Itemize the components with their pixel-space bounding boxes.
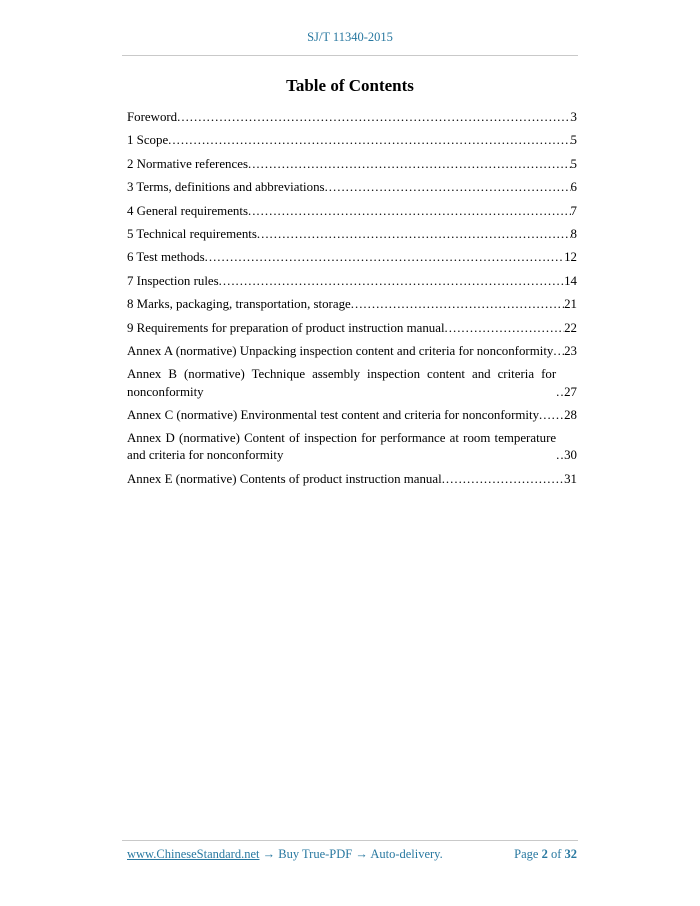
table-of-contents bbox=[127, 109, 577, 494]
toc-entry-title: 5 Technical requirements bbox=[127, 226, 257, 241]
toc-entry-title: 6 Test methods bbox=[127, 250, 205, 265]
toc-entry[interactable] bbox=[127, 273, 577, 290]
arrow-icon: → bbox=[262, 847, 276, 861]
toc-dot-leader bbox=[556, 447, 564, 464]
toc-entry-page: 27 bbox=[564, 384, 577, 399]
toc-entry-page: 5 bbox=[570, 133, 577, 148]
total-pages-number: 32 bbox=[564, 847, 577, 861]
toc-entry-page: 7 bbox=[570, 203, 577, 218]
toc-dot-leader bbox=[445, 320, 565, 337]
toc-entry-page: 30 bbox=[564, 448, 577, 463]
toc-dot-leader bbox=[248, 156, 571, 173]
toc-entry-page: 22 bbox=[564, 320, 577, 335]
toc-entry-title: 1 Scope bbox=[127, 133, 169, 148]
toc-entry[interactable] bbox=[127, 320, 577, 337]
toc-entry[interactable] bbox=[127, 471, 577, 488]
header-divider bbox=[122, 55, 578, 56]
toc-entry-title: Annex B (normative) Technique assembly inspection content and criteria for nonconformity bbox=[127, 367, 557, 399]
toc-entry[interactable] bbox=[127, 249, 577, 266]
toc-dot-leader bbox=[257, 226, 571, 243]
toc-entry[interactable] bbox=[127, 179, 577, 196]
toc-entry-page: 5 bbox=[570, 156, 577, 171]
toc-entry-page: 28 bbox=[564, 407, 577, 422]
toc-entry[interactable] bbox=[127, 226, 577, 243]
doc-number: SJ/T 11340-2015 bbox=[307, 30, 393, 44]
toc-dot-leader bbox=[177, 109, 570, 126]
toc-dot-leader bbox=[442, 471, 564, 488]
toc-dot-leader bbox=[553, 343, 564, 360]
toc-entry-page: 23 bbox=[564, 343, 577, 358]
toc-dot-leader bbox=[325, 179, 571, 196]
toc-entry-title: 3 Terms, definitions and abbreviations bbox=[127, 180, 325, 195]
footer-buy-text: Buy True-PDF bbox=[278, 847, 353, 861]
footer-promo bbox=[127, 847, 443, 862]
toc-entry-title: Foreword bbox=[127, 110, 178, 124]
toc-dot-leader bbox=[248, 203, 571, 220]
toc-entry-title: Annex A (normative) Unpacking inspection content and criteria for nonconformity bbox=[127, 343, 554, 358]
toc-entry-title: 9 Requirements for preparation of product instruction manual bbox=[127, 320, 445, 335]
toc-entry-page: 6 bbox=[570, 180, 577, 195]
current-page-number: 2 bbox=[541, 847, 548, 861]
toc-dot-leader bbox=[219, 273, 564, 290]
toc-dot-leader bbox=[539, 407, 564, 424]
toc-entry[interactable] bbox=[127, 430, 577, 464]
toc-entry[interactable] bbox=[127, 132, 577, 149]
toc-entry-title: 4 General requirements bbox=[127, 203, 248, 218]
toc-entry-page: 21 bbox=[564, 297, 577, 312]
toc-entry[interactable] bbox=[127, 343, 577, 360]
toc-entry-page: 12 bbox=[564, 250, 577, 265]
toc-entry-page: 31 bbox=[564, 471, 577, 486]
toc-entry[interactable] bbox=[127, 296, 577, 313]
page-footer bbox=[127, 847, 577, 862]
toc-entry[interactable] bbox=[127, 366, 577, 400]
footer-delivery-text: Auto-delivery. bbox=[370, 847, 443, 861]
toc-dot-leader bbox=[351, 296, 564, 313]
page-title: Table of Contents bbox=[286, 76, 414, 95]
toc-entry[interactable] bbox=[127, 156, 577, 173]
toc-entry-page: 14 bbox=[564, 273, 577, 288]
of-label: of bbox=[550, 847, 562, 861]
toc-entry[interactable] bbox=[127, 203, 577, 220]
footer-page-indicator bbox=[514, 847, 577, 862]
toc-entry-page: 3 bbox=[570, 110, 577, 124]
toc-entry-title: 8 Marks, packaging, transportation, storage bbox=[127, 297, 351, 312]
toc-dot-leader bbox=[556, 384, 564, 401]
toc-entry[interactable] bbox=[127, 109, 577, 126]
toc-dot-leader bbox=[205, 249, 564, 266]
toc-dot-leader bbox=[168, 132, 570, 149]
footer-site-link[interactable]: www.ChineseStandard.net bbox=[127, 847, 260, 861]
page-label: Page bbox=[514, 847, 539, 861]
toc-entry-title: Annex D (normative) Content of inspection for performance at room temperature and criteria for nonconformity bbox=[127, 431, 557, 463]
footer-divider bbox=[122, 840, 578, 841]
toc-entry-title: Annex E (normative) Contents of product instruction manual bbox=[127, 471, 442, 486]
toc-entry-title: 2 Normative references bbox=[127, 156, 248, 171]
toc-entry-title: Annex C (normative) Environmental test content and criteria for nonconformity bbox=[127, 407, 540, 422]
toc-entry-page: 8 bbox=[570, 226, 577, 241]
toc-entry-title: 7 Inspection rules bbox=[127, 273, 219, 288]
toc-entry[interactable] bbox=[127, 407, 577, 424]
arrow-icon: → bbox=[355, 847, 368, 861]
